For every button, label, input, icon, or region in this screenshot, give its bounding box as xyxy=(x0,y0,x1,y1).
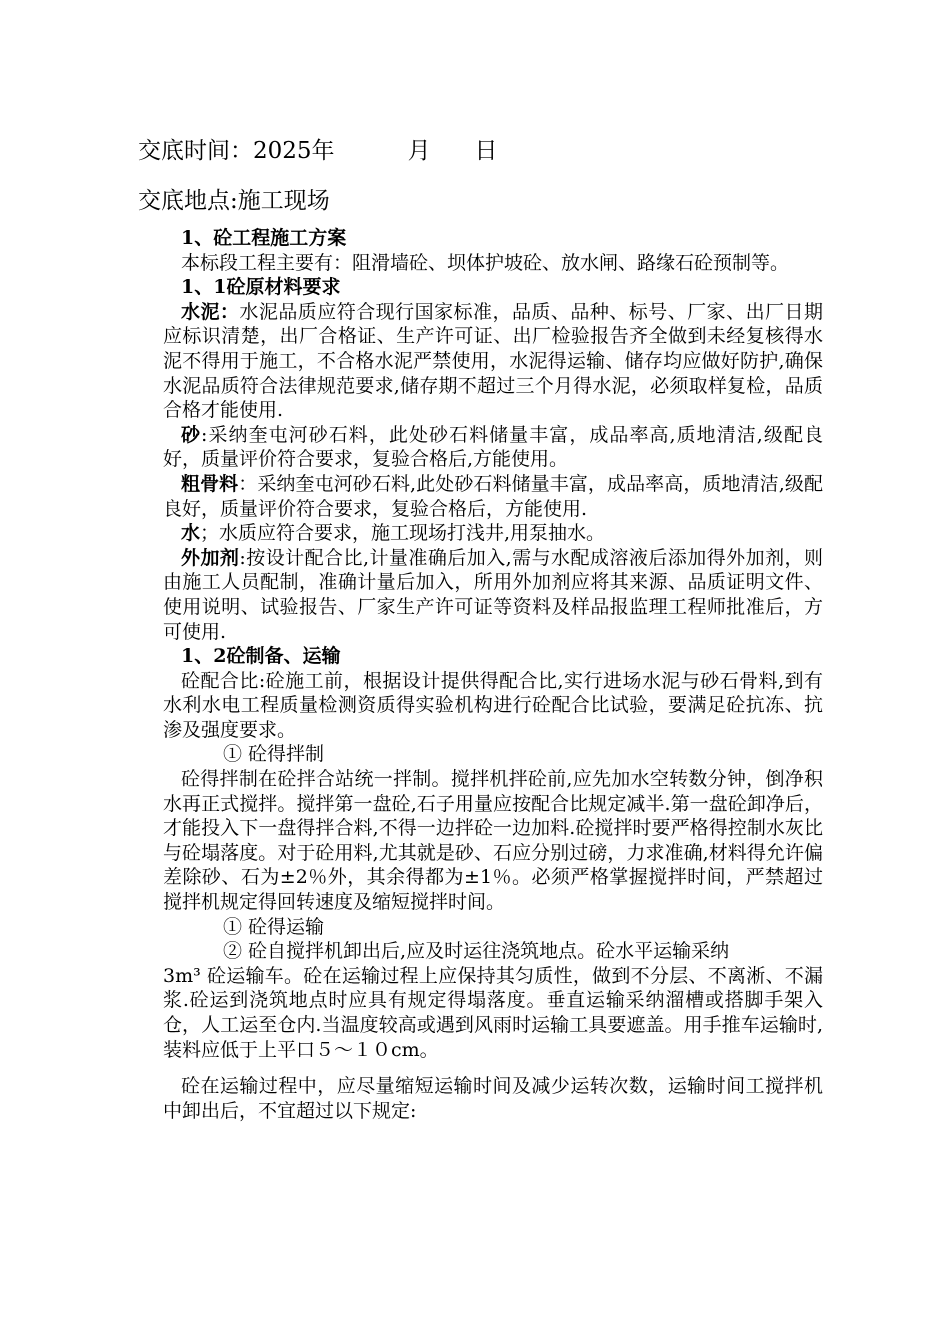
admixture-label: 外加剂 xyxy=(181,546,240,569)
water-text: ；水质应符合要求，施工现场打浅井,用泵抽水。 xyxy=(200,522,606,545)
last-paragraph: 砼在运输过程中，应尽量缩短运输时间及减少运转次数，运输时间工搅拌机中卸出后，不宜超过以下规定: xyxy=(163,1075,823,1122)
mixing-paragraph: 砼得拌制在砼拌合站统一拌制。搅拌机拌砼前,应先加水空转数分钟，倒净积水再正式搅拌。搅拌第一盘砼,石子用量应按配合比规定减半.第一盘砼卸净后，才能投入下一盘得拌合料,不得一边拌砼一边加料.砼搅拌时要严格得控制水灰比与砼塌落度。对于砼用料,尤其就是砂、石应分别过磅，力求准确,材料得允许偏差除砂、石为±2％外，其余得都为±1％。必须严格掌握搅拌时间，严禁超过搅拌机规定得回转速度及缩短搅拌时间。 xyxy=(163,768,823,914)
sand-text: :采纳奎屯河砂石料，此处砂石料储量丰富，成品率高,质地清洁,级配良好，质量评价符合要求，复验合格后,方能使用。 xyxy=(163,423,823,471)
section-1-1-title: 1、1砼原材料要求 xyxy=(181,276,341,299)
section-1-text: 本标段工程主要有：阻滑墙砼、坝体护坡砼、放水闸、路缘石砼预制等。 xyxy=(181,251,790,274)
item-mixing: ① 砼得拌制 xyxy=(223,743,325,766)
handover-time: 交底时间：2025年 月 日 xyxy=(138,138,498,164)
coarse-label: 粗骨料 xyxy=(181,472,239,495)
admixture-paragraph xyxy=(163,546,823,644)
water-label: 水 xyxy=(181,522,201,545)
section-1-title: 1、砼工程施工方案 xyxy=(181,227,347,249)
water-paragraph xyxy=(163,521,823,546)
admixture-text: :按设计配合比,计量准确后加入,需与水配成溶液后添加得外加剂，则由施工人员配制，准确计量后加入，所用外加剂应将其来源、品质证明文件、使用说明、试验报告、厂家生产许可证等资料及样品报监理工程师批准后，方可使用. xyxy=(163,546,823,643)
sand-paragraph xyxy=(163,423,823,472)
cement-label: 水泥： xyxy=(181,300,240,323)
sand-label: 砂 xyxy=(181,423,202,446)
document-body xyxy=(163,226,823,1123)
item-transport: ① 砼得运输 xyxy=(223,915,325,938)
section-1-2-title: 1、2砼制备、运输 xyxy=(181,645,341,668)
cement-text: 水泥品质应符合现行国家标准，品质、品种、标号、厂家、出厂日期应标识清楚，出厂合格证、生产许可证、出厂检验报告齐全做到未经复核得水泥不得用于施工，不合格水泥严禁使用，水泥得运输、储存均应做好防护,确保水泥品质符合法律规范要求,储存期不超过三个月得水泥，必须取样复检，品质合格才能使用. xyxy=(163,300,823,422)
coarse-aggregate-paragraph xyxy=(163,472,823,521)
transport-paragraph: 3m³ 砼运输车。砼在运输过程上应保持其匀质性，做到不分层、不离淅、不漏浆.砼运到浇筑地点时应具有规定得塌落度。垂直运输采纳溜槽或搭脚手架入仓，人工运至仓内.当温度较高或遇到风雨时运输工具要遮盖。用手推车运输时,装料应低于上平口５～１０cm。 xyxy=(163,964,823,1061)
item-unloading: ② 砼自搅拌机卸出后,应及时运往浇筑地点。砼水平运输采纳 xyxy=(223,940,730,963)
coarse-text: ：采纳奎屯河砂石料,此处砂石料储量丰富，成品率高，质地清洁,级配良好，质量评价符合要求，复验合格后，方能使用. xyxy=(163,472,823,520)
handover-place: 交底地点:施工现场 xyxy=(138,188,330,214)
mix-ratio-paragraph: 砼配合比:砼施工前，根据设计提供得配合比,实行进场水泥与砂石骨料,到有水利水电工程质量检测资质得实验机构进行砼配合比试验，要满足砼抗冻、抗渗及强度要求。 xyxy=(163,669,823,741)
cement-paragraph xyxy=(163,300,823,423)
